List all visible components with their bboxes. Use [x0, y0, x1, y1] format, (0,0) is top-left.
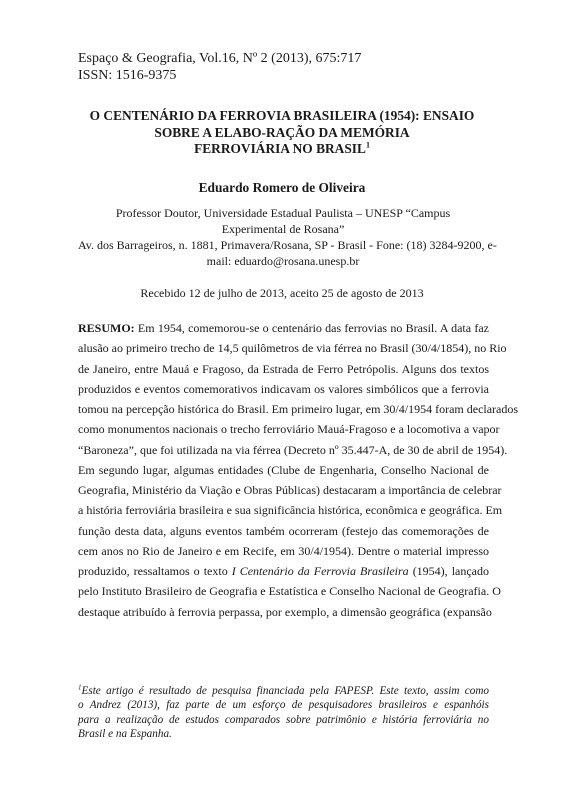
affiliation-line: mail: eduardo@rosana.unesp.br: [206, 254, 360, 268]
abstract-line: RESUMO: Em 1954, comemorou-se o centenário das ferrovias no Brasil. A data faz: [78, 321, 489, 335]
footnote-line: o Andrez (2013), faz parte de um esforço de pesquisadores brasileiros e espanhóis: [78, 699, 489, 712]
abstract-line: pelo Instituto Brasileiro de Geografia e Estatística e Conselho Nacional de Geografia. O: [78, 584, 501, 599]
title-footnote-mark[interactable]: 1: [365, 140, 370, 150]
article-title: [70, 108, 494, 158]
abstract-label: RESUMO:: [78, 321, 135, 335]
affiliation-line: Professor Doutor, Universidade Estadual Paulista – UNESP “Campus: [115, 206, 451, 220]
abstract: [78, 318, 519, 622]
abstract-line: de Janeiro, entre Mauá e Fragoso, da Estrada de Ferro Petrópolis. Alguns dos textos: [78, 361, 489, 376]
author-affiliation: [78, 205, 497, 269]
abstract-line: Geografia, Ministério da Viação e Obras Públicas) destacaram a importância de celebrar: [78, 483, 502, 497]
cited-title: I Centenário da Ferrovia Brasileira: [231, 564, 409, 578]
abstract-line: como monumentos nacionais o trecho ferroviário Mauá-Fragoso e a locomotiva a vapor: [78, 422, 500, 437]
title-line: O CENTENÁRIO DA FERROVIA BRASILEIRA (1954): ENSAIO: [89, 108, 475, 123]
abstract-line: função desta data, alguns eventos também ocorreram (festejo das comemorações de: [78, 523, 489, 538]
title-line: FERROVIÁRIA NO BRASIL$^1$: [194, 140, 370, 157]
footnote-line: $^1$Este artigo é resultado de pesquisa financiada pela FAPESP. Este texto, assim como: [78, 683, 489, 697]
footnote-line: Brasil e na Espanha.: [78, 728, 172, 741]
abstract-line: produzidos e eventos comemorativos indicavam os valores simbólicos que a ferrovia: [78, 381, 489, 396]
abstract-line: a história ferroviária brasileira e sua significância histórica, econômica e geográfica. Em: [78, 503, 503, 518]
journal-citation: Espaço & Geografia, Vol.16, Nº 2 (2013), 675:717: [78, 51, 362, 66]
abstract-line: tomou na percepção histórica do Brasil. Em primeiro lugar, em 30/4/1954 foram declarados: [78, 402, 519, 416]
affiliation-line: Experimental de Rosana”: [221, 222, 345, 236]
title-line: SOBRE A ELABO-RAÇÃO DA MEMÓRIA: [154, 124, 410, 140]
author-name: Eduardo Romero de Oliveira: [198, 180, 366, 195]
abstract-line: Em segundo lugar, algumas entidades (Clube de Engenharia, Conselho Nacional de: [78, 462, 489, 477]
journal-header: [78, 50, 361, 84]
abstract-line: produzido, ressaltamos o texto I Centenário da Ferrovia Brasileira (1954), lançado: [78, 564, 490, 578]
received-dates: Recebido 12 de julho de 2013, aceito 25 de agosto de 2013: [140, 286, 424, 300]
abstract-line: cem anos no Rio de Janeiro e em Recife, em 30/4/1954). Dentre o material impresso: [78, 543, 489, 558]
journal-issn: ISSN: 1516-9375: [78, 68, 177, 83]
abstract-line: destaque atribuído à ferrovia perpassa, por exemplo, a dimensão geográfica (expansão: [78, 604, 492, 619]
affiliation-line: Av. dos Barrageiros, n. 1881, Primavera/Rosana, SP - Brasil - Fone: (18) 3284-9200, e-: [78, 238, 497, 252]
abstract-line: alusão ao primeiro trecho de 14,5 quilômetros de via férrea no Brasil (30/4/1854), no Rio: [78, 341, 507, 356]
abstract-line: “Baroneza”, que foi utilizada na via férrea (Decreto nº 35.447-A, de 30 de abril de 1954).: [78, 442, 508, 457]
footnote: [78, 684, 489, 742]
footnote-line: para a realização de estudos comparados sobre patrimônio e história ferroviária no: [78, 713, 489, 726]
footnote-mark: 1: [78, 683, 82, 692]
